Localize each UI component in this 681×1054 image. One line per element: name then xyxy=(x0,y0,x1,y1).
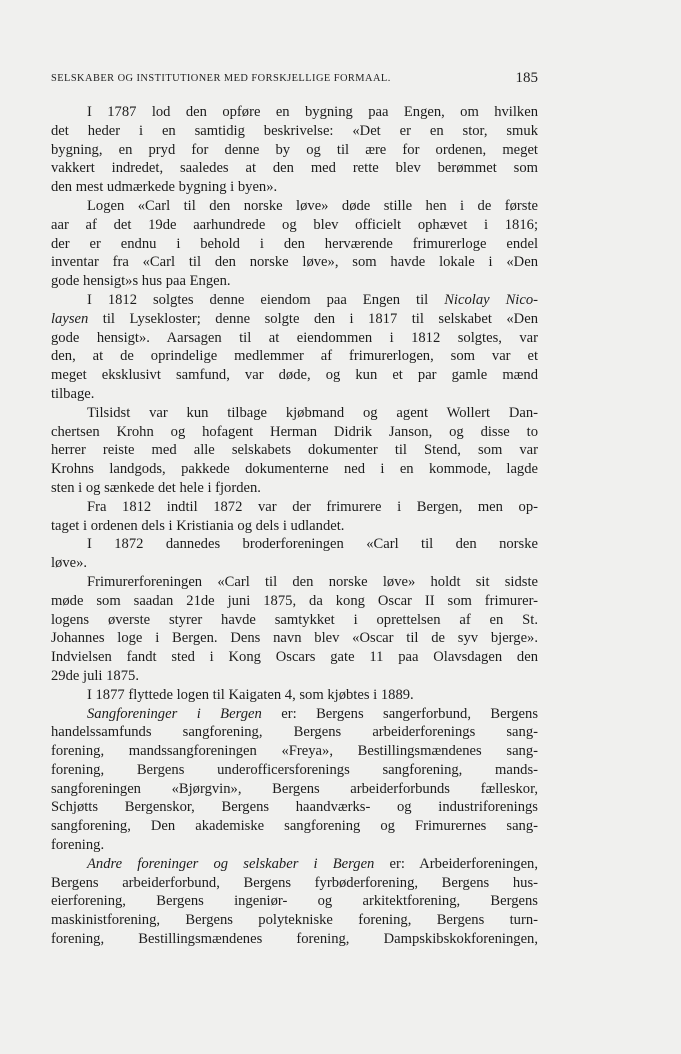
text-line xyxy=(51,291,538,310)
text-line: løve». xyxy=(51,555,88,572)
text-line: Indvielsen fandt sted i Kong Oscars gate 11 paa Olavsdagen den xyxy=(51,649,538,666)
text-line: logens øverste styrer havde samtykket i oprettelsen af en St. xyxy=(51,611,538,628)
text-line: taget i ordenen dels i Kristiania og dels i udlandet. xyxy=(51,517,345,534)
text-line: forening, mandssangforeningen «Freya», Bestillingsmændenes sang- xyxy=(51,743,538,760)
text-line: I 1872 dannedes broderforeningen «Carl til den norske xyxy=(87,536,538,553)
text-line: 29de juli 1875. xyxy=(51,667,139,684)
text-line: Johannes loge i Bergen. Dens navn blev «Oscar til de syv bjerge». xyxy=(51,630,538,647)
text-line: møde som saadan 21de juni 1875, da kong Oscar II som frimurer- xyxy=(51,592,538,609)
italic-heading: Andre foreninger og selskaber i Bergen xyxy=(87,855,375,872)
text-line: sten i og sænkede det hele i fjorden. xyxy=(51,479,261,496)
text-line: Frimurerforeningen «Carl til den norske løve» holdt sit sidste xyxy=(87,573,538,590)
text-line: forening. xyxy=(51,837,105,854)
text-line: meget eksklusivt samfund, var døde, og kun et par gamle mænd xyxy=(51,367,538,384)
text-line: herrer reiste med alle selskabets dokumenter til Stend, som var xyxy=(51,442,538,459)
text-line: bygning, en pryd for denne by og til ære for ordenen, meget xyxy=(51,141,538,158)
text-line: vakkert indredet, saaledes at den med rette blev berømmet som xyxy=(51,160,538,177)
text-line: Schjøtts Bergenskor, Bergens haandværks- og industriforenings xyxy=(51,799,538,816)
italic-heading: Sangforeninger i Bergen xyxy=(87,705,262,722)
italic-name: Nicolay Nico- xyxy=(444,291,538,308)
text-line: sangforeningen «Bjørgvin», Bergens arbeiderforbunds fælleskor, xyxy=(51,780,538,797)
text-line: Logen «Carl til den norske løve» døde stille hen i de første xyxy=(87,197,538,214)
text-line: I 1877 flyttede logen til Kaigaten 4, som kjøbtes i 1889. xyxy=(87,686,414,703)
text-line: der er endnu i behold i den herværende frimurerloge endel xyxy=(51,235,538,252)
text-line: den, at de oprindelige medlemmer af frimurerlogen, som var et xyxy=(51,348,538,365)
text-line: forening, Bergens underofficersforenings sangforening, mands- xyxy=(51,761,538,778)
running-title: SELSKABER OG INSTITUTIONER MED FORSKJELLIGE FORMAAL. xyxy=(51,73,391,84)
text-line xyxy=(51,310,538,329)
text-line: den mest udmærkede bygning i byen». xyxy=(51,179,278,196)
text-line: tilbage. xyxy=(51,385,95,402)
text-line: Krohns landgods, pakkede dokumenterne ned i en kommode, lagde xyxy=(51,461,538,478)
italic-name: laysen xyxy=(51,310,89,327)
page-header xyxy=(51,70,538,90)
text-line: Fra 1812 indtil 1872 var der frimurere i Bergen, men op- xyxy=(87,498,538,515)
text-segment: er: Bergens sangerforbund, Bergens xyxy=(261,705,538,722)
text-line: gode hensigt»s hus paa Engen. xyxy=(51,273,231,290)
text-line: chertsen Krohn og hofagent Herman Didrik Janson, og disse to xyxy=(51,423,538,440)
text-line: sangforening, Den akademiske sangforening og Frimurernes sang- xyxy=(51,818,538,835)
text-line: eierforening, Bergens ingeniør- og arkitektforening, Bergens xyxy=(51,893,538,910)
text-line: inventar fra «Carl til den norske løve», som havde lokale i «Den xyxy=(51,254,538,271)
text-line: Tilsidst var kun tilbage kjøbmand og agent Wollert Dan- xyxy=(87,404,538,421)
text-segment: er: Arbeiderforeningen, xyxy=(374,855,538,872)
text-line: forening, Bestillingsmændenes forening, Dampskibskokforeningen, xyxy=(51,931,538,948)
text-line: Bergens arbeiderforbund, Bergens fyrbøderforening, Bergens hus- xyxy=(51,874,538,891)
text-line: I 1787 lod den opføre en bygning paa Engen, om hvilken xyxy=(87,104,538,120)
text-segment: I 1812 solgtes denne eiendom paa Engen til xyxy=(87,291,429,308)
body-text xyxy=(51,103,538,949)
text-segment: til Lysekloster; denne solgte den i 1817 til selskabet «Den xyxy=(88,310,538,327)
text-line: det heder i en samtidig beskrivelse: «Det er en stor, smuk xyxy=(51,122,538,139)
text-line: gode hensigt». Aarsagen til at eiendommen i 1812 solgtes, var xyxy=(51,329,538,346)
text-line xyxy=(51,705,538,724)
page-number: 185 xyxy=(515,70,538,86)
text-line: maskinistforening, Bergens polytekniske forening, Bergens turn- xyxy=(51,912,538,929)
text-line: handelssamfunds sangforening, Bergens arbeiderforenings sang- xyxy=(51,724,538,741)
text-line xyxy=(51,855,538,874)
text-line: aar af det 19de aarhundrede og blev officielt ophævet i 1816; xyxy=(51,216,538,233)
